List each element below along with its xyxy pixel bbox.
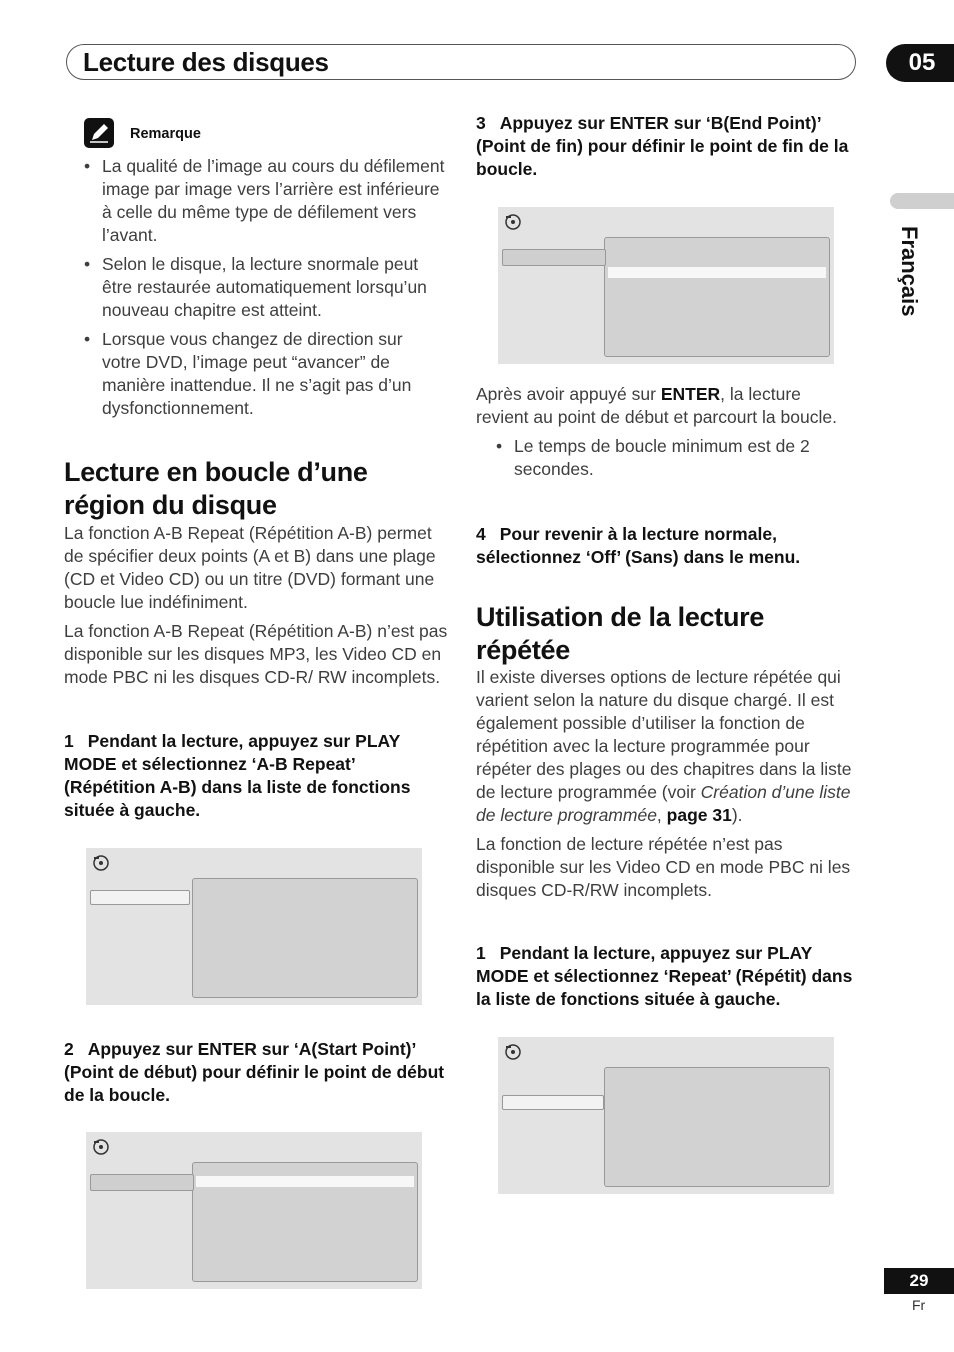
step-1-repeat: 1 Pendant la lecture, appuyez sur PLAY MODE et sélectionnez ‘Repeat’ (Répétit) dans la liste de fonctions située à gauche. [476, 943, 853, 1009]
note-label: Remarque [130, 126, 201, 142]
step-2: 2 Appuyez sur ENTER sur ‘A(Start Point)’ (Point de début) pour définir le point de début de la boucle. [64, 1039, 445, 1105]
chapter-badge: 05 [886, 44, 954, 82]
paragraph: La fonction A-B Repeat (Répétition A-B) n’est pas disponible sur les disques MP3, les Video CD en mode PBC ni les disques CD-R/ RW incomplets. [64, 621, 448, 687]
osd-screen-1 [86, 848, 422, 1005]
page-number: 29 [884, 1268, 954, 1294]
language-label: Français [897, 226, 922, 317]
disc-icon [504, 213, 522, 231]
paragraph: Après avoir appuyé sur ENTER, la lecture revient au point de début et parcourt la boucle. [476, 384, 837, 427]
list-item: • Selon le disque, la lecture snormale peut être restaurée automatiquement lorsqu’un nouveau chapitre est atteint. [64, 253, 446, 322]
header-bar [66, 44, 856, 80]
section-heading: Lecture en boucle d’une région du disque [64, 457, 368, 520]
disc-icon [92, 1138, 110, 1156]
page-title: Lecture des disques [83, 47, 329, 77]
step-3: 3 Appuyez sur ENTER sur ‘B(End Point)’ (Point de fin) pour définir le point de fin de la boucle. [476, 113, 849, 179]
osd-screen-3 [498, 207, 834, 364]
osd-menu-item [90, 1174, 194, 1191]
disc-icon [92, 854, 110, 872]
osd-menu-item [502, 1095, 604, 1110]
osd-screen-2 [86, 1132, 422, 1289]
osd-screen-4 [498, 1037, 834, 1194]
osd-panel [604, 237, 830, 357]
page-language: Fr [912, 1297, 926, 1313]
list-item: • Lorsque vous changez de direction sur votre DVD, l’image peut “avancer” de manière inattendue. Il ne s’agit pas d’un dysfonctionnement. [64, 328, 446, 420]
osd-highlight [196, 1176, 414, 1187]
list-item: • La qualité de l’image au cours du défilement image par image vers l’arrière est inférieure à celle du même type de défilement vers l’avant. [64, 155, 446, 247]
osd-panel [192, 878, 418, 998]
osd-highlight [608, 267, 826, 278]
osd-menu-item [502, 249, 606, 266]
list-item: • Le temps de boucle minimum est de 2 secondes. [476, 435, 846, 481]
paragraph: La fonction de lecture répétée n’est pas disponible sur les Video CD en mode PBC ni les disques CD-R/RW incomplets. [476, 834, 851, 900]
step-4: 4 Pour revenir à la lecture normale, sélectionnez ‘Off’ (Sans) dans le menu. [476, 524, 801, 567]
language-tab [890, 193, 954, 209]
paragraph: La fonction A-B Repeat (Répétition A-B) permet de spécifier deux points (A et B) dans une plage (CD et Video CD) ou un titre (DVD) formant une boucle lue indéfiniment. [64, 523, 436, 612]
pencil-note-icon [84, 118, 114, 148]
osd-panel [604, 1067, 830, 1187]
disc-icon [504, 1043, 522, 1061]
osd-menu-item [90, 890, 190, 905]
note-list [64, 155, 446, 420]
step-1: 1 Pendant la lecture, appuyez sur PLAY MODE et sélectionnez ‘A-B Repeat’ (Répétition A-B) dans la liste de fonctions située à gauche. [64, 731, 411, 820]
section-heading: Utilisation de la lecture répétée [476, 602, 765, 665]
paragraph: Il existe diverses options de lecture répétée qui varient selon la nature du disque chargé. Il est également possible d’utiliser la fonction de répétition avec la lecture programmée pour répéter des plages ou des chapitres dans la liste de lecture programmée (voir Création d’une liste de lecture programmée, page 31). [476, 667, 852, 825]
